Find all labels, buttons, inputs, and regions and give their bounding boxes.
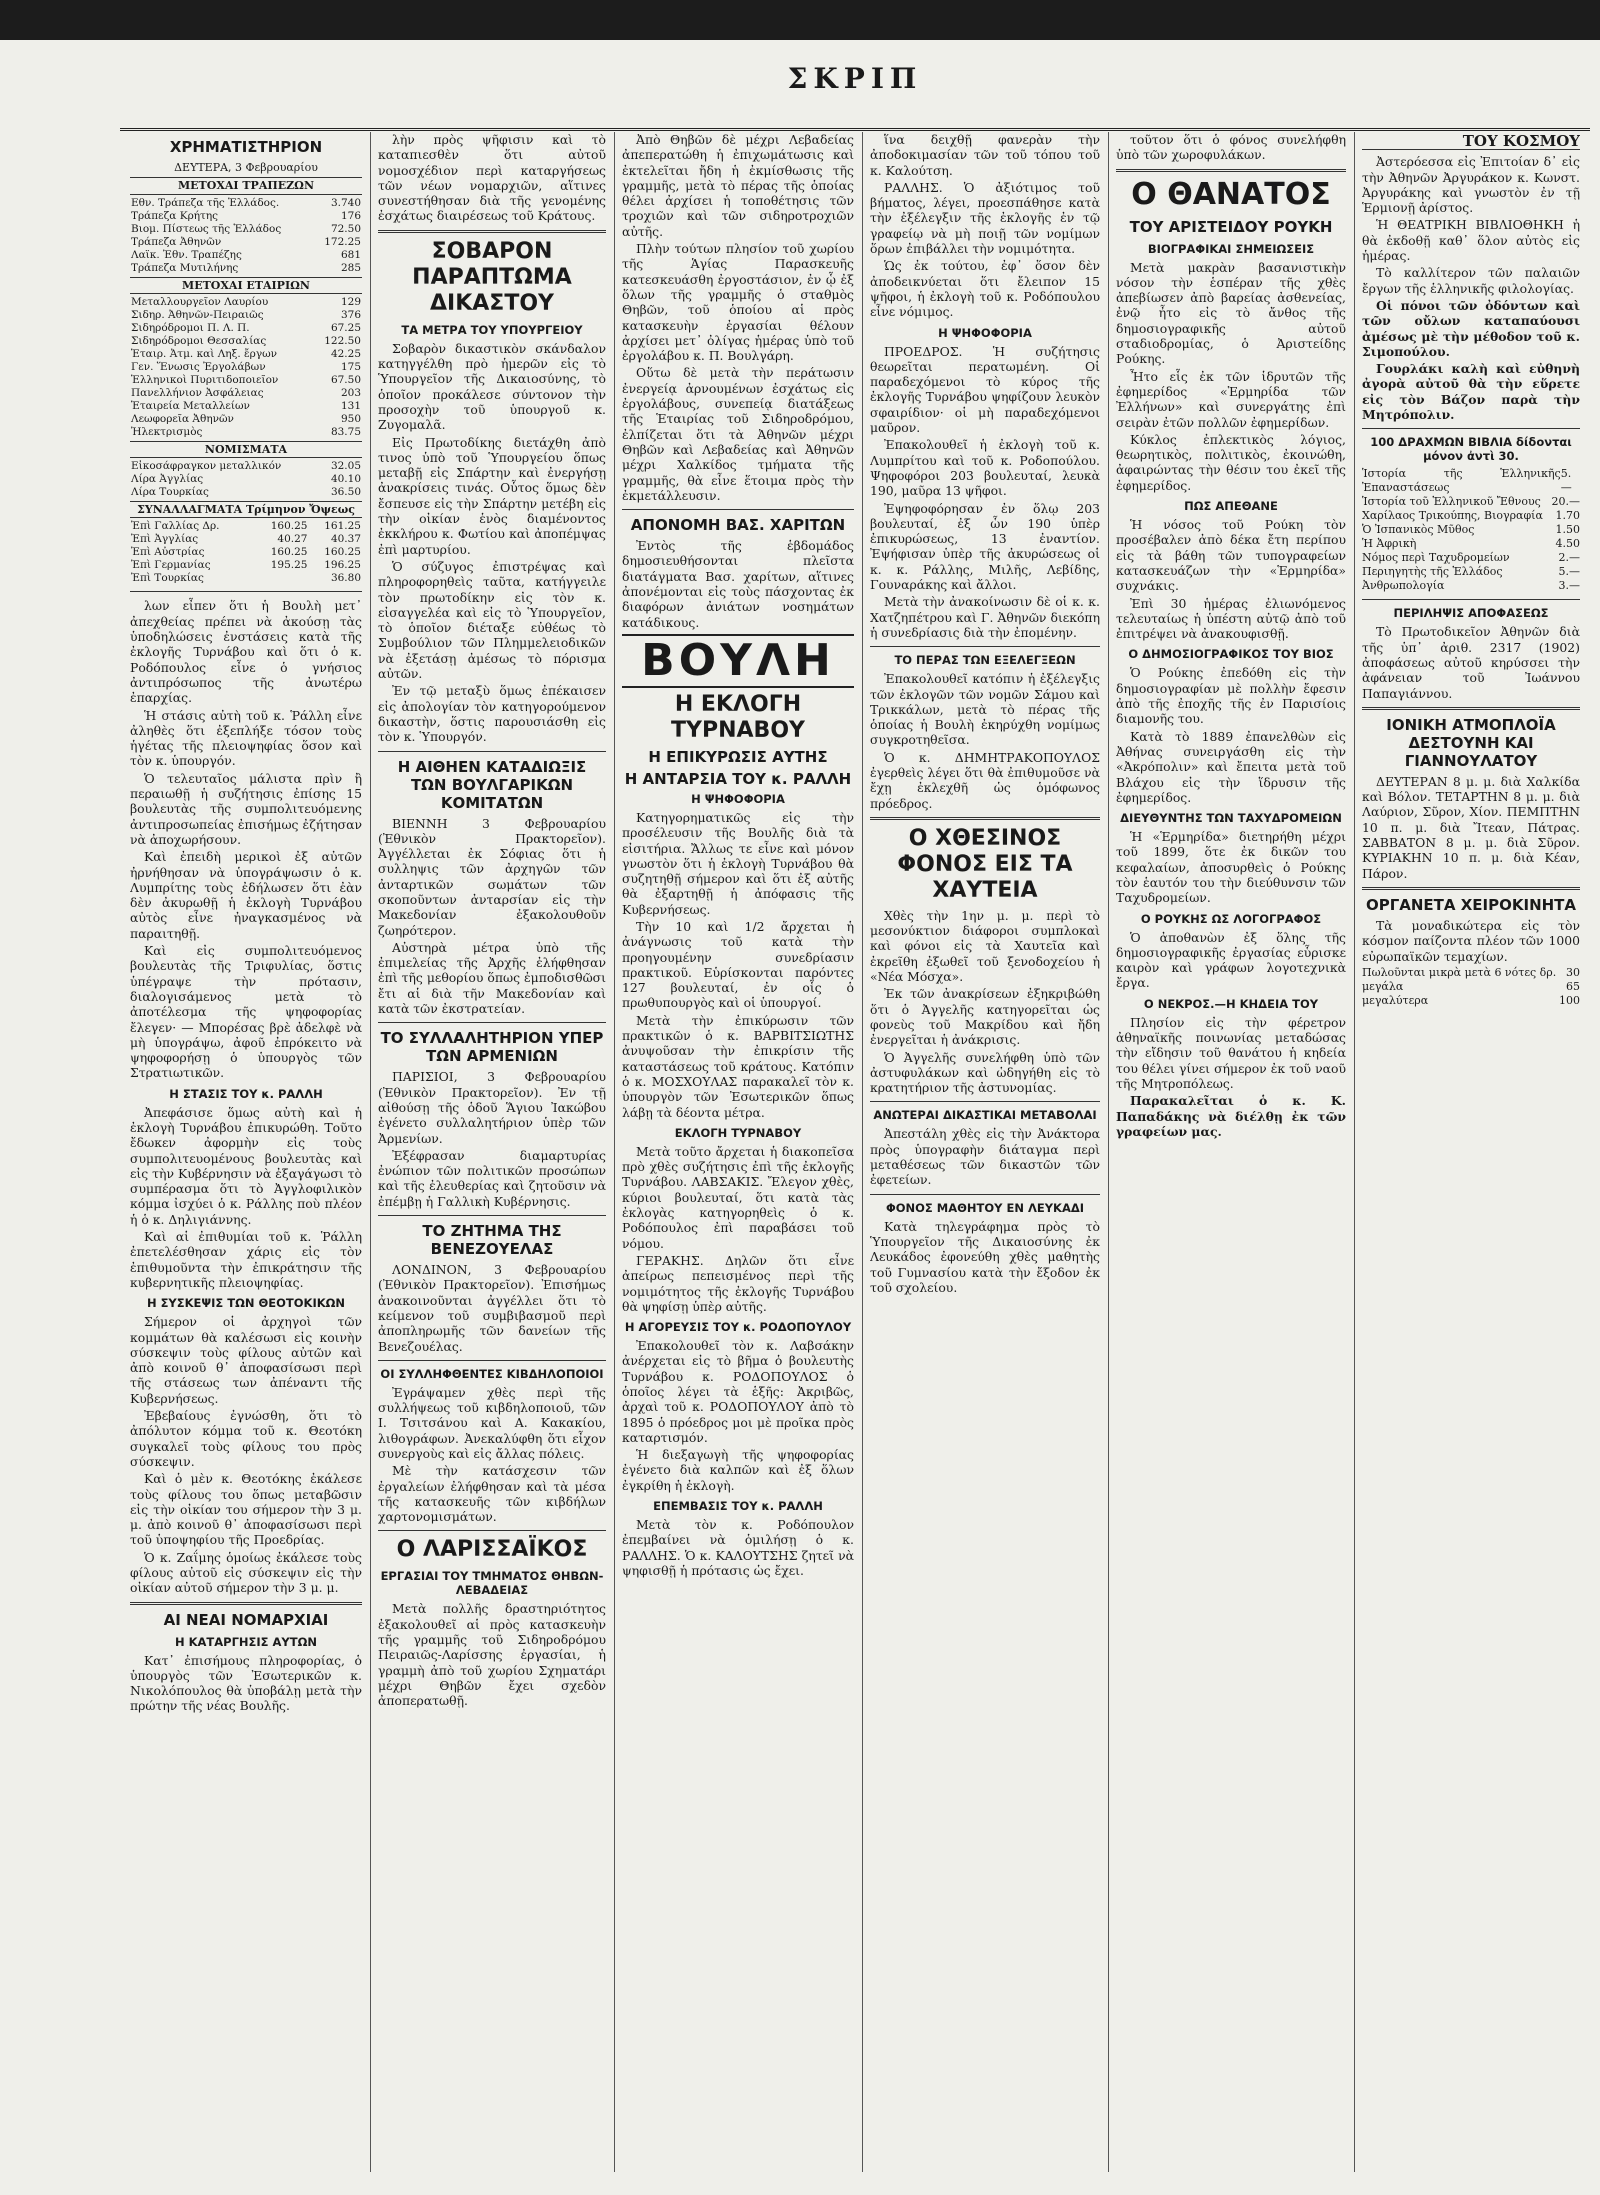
section-subheading: ΤΑ ΜΕΤΡΑ ΤΟΥ ΥΠΟΥΡΓΕΙΟΥ — [401, 322, 583, 337]
newspaper-title: ΣΚΡΙΠ — [787, 62, 923, 95]
list-item: Ἡ Ἀφρικὴ 4.50 — [1362, 537, 1580, 551]
list-item: Περιηγητὴς τῆς Ἑλλάδος 5.— — [1362, 565, 1580, 579]
list-item: Ὁ Ἰσπανικὸς Μῦθος 1.50 — [1362, 523, 1580, 537]
price-list — [1362, 966, 1580, 1008]
paragraph: Κατὰ τὸ 1889 ἐπανελθὼν εἰς Ἀθήνας συνειργάσθη εἰς τὴν «Ἀκρόπολιν» καὶ ἔπειτα μετὰ τοῦ Βλάχου εἰς τὴν ἵδρυσιν τῆς ἐφημερίδος. — [1116, 728, 1346, 805]
table-row: Τράπεζα Ἀθηνῶν 172.25 — [131, 235, 361, 248]
table-row: Μεταλλουργεῖον Λαυρίου 129 — [131, 295, 361, 308]
paragraph: Αὐστηρὰ μέτρα ὑπὸ τῆς ἐπιμελείας τῆς Ἀρχῆς ἐλήφθησαν ἐπὶ τῆς μεθορίου ὅπως ἐμποδισθῶσι ἔτι αἱ διὰ τῆν Μακεδονίαν καὶ κατὰ τῶν ἐκστρατείαν. — [378, 939, 606, 1017]
paragraph: Ἐξέφρασαν διαμαρτυρίας ἐνώπιον τῶν πολιτικῶν προσώπων καὶ τῆς ἐλευθερίας καὶ ζητοῦσιν νὰ ἐπέμβῃ ἡ Γαλλικὴ Κυβέρνησις. — [378, 1147, 606, 1209]
paragraph: ΒΙΕΝΝΗ 3 Φεβρουαρίου (Ἐθνικὸν Πρακτορεῖον). Ἀγγέλλεται ἐκ Σόφιας ὅτι ἡ συλληψις τῶν ἀρχηγῶν τῶν ἀνταρτικῶν σωμάτων τῶν σκοποῦντων ἀνταρσίαν εἰς τὴν Μακεδονίαν ἐξακολουθοῦν ζωηρότερον. — [378, 815, 606, 938]
section-heading: ΦΟΝΟΣ ΜΑΘΗΤΟΥ ΕΝ ΛΕΥΚΑΔΙ — [885, 1200, 1085, 1215]
paragraph: Καὶ ἐπειδὴ μερικοὶ ἐξ αὐτῶν ἠρνήθησαν νὰ ὑπογράψωσιν ὁ κ. Λυμπρίτης τοὺς ἐδήλωσεν ὅτι ἐὰν δὲν ἀκυρωθῇ ἡ ἐκλογὴ Τυρνάβου αὐτὸς εἶνε ἠναγκασμένος νὰ παραιτηθῇ. — [130, 849, 362, 941]
paragraph: Ἐντὸς τῆς ἑβδομάδος δημοσιευθήσονται πλεῖστα διατάγματα Βασ. χαρίτων, αἵτινες ἀπονέμονται εἰς τοὺς πάσχοντας ἐκ διαφόρων ἀνιάτων νοσημάτων κατάδικους. — [622, 538, 854, 630]
paragraph: Κύκλος ἐπλεκτικὸς λόγιος, θεωρητικὸς, πολιτικὸς, ἐκοινώθη, ἀφαιρώντας τὴν θέσιν του ἐκεῖ τῆς ἐφημερίδος. — [1116, 431, 1346, 493]
section-heading: ΑΠΟΝΟΜΗ ΒΑΣ. ΧΑΡΙΤΩΝ — [630, 516, 846, 535]
list-item: Ἱστορία τῆς Ἑλληνικῆς Ἐπαναστάσεως 5.— — [1362, 467, 1572, 495]
paragraph: Τὸ Πρωτοδικεῖον Ἀθηνῶν διὰ τῆς ὑπ᾽ ἀριθ. 2317 (1902) ἀποφάσεως αὐτοῦ κηρύσσει τὴν ἀφάνειαν τοῦ Ἰωάννου Παπαγιάννου. — [1362, 624, 1580, 701]
paragraph: Σοβαρὸν δικαστικὸν σκάνδαλον κατηγγέλθη πρὸ ἡμερῶν εἰς τὸ Ὑπουργεῖον τῆς Δικαιοσύνης, τὸ ὁποῖον προκάλεσε σύντονον τὴν προσοχὴν τοῦ ὑπουργοῦ κ. Ζυγομαλᾶ. — [378, 340, 606, 433]
paragraph: Τὰ μοναδικώτερα εἰς τὸν κόσμον παίζοντα πλέον τῶν 1000 εὐρωπαϊκῶν τεμαχίων. — [1362, 917, 1580, 964]
table-row: Ἐπὶ Γαλλίας Δρ. 160.25 161.25 — [131, 520, 361, 533]
column-rule — [370, 132, 371, 2172]
column-4 — [870, 132, 1100, 2172]
paragraph: Ἀπεστάλη χθὲς εἰς τὴν Ἀνάκτορα πρὸς ὑπογραφὴν διάταγμα περὶ μεταθέσεως τῶν δικαστῶν τῶν ἐφετείων. — [870, 1126, 1100, 1188]
paragraph: Ἐπακολουθεῖ τὸν κ. Λαβσάκην ἀνέρχεται εἰς τὸ βῆμα ὁ βουλευτὴς Τυρνάβου κ. ΡΟΔΟΠΟΥΛΟΣ ὁ ὁποῖος λέγει τὰ ἑξῆς: Ἀκριβῶς, ἀρχαὶ τοῦ κ. ΡΟΔΟΠΟΥΛΟΥ ἀπὸ τὸ 1895 ὁ πρόεδρος μοι μὲ προῖκα πρὸς καταρτισμόν. — [622, 1338, 854, 1445]
paragraph: ΛΟΝΔΙΝΟΝ, 3 Φεβρουαρίου (Ἐθνικὸν Πρακτορεῖον). Ἐπισήμως ἀνακοινοῦνται ἀγγέλλει ὅτι τὸ κείμενον τοῦ συμβιβασμοῦ περὶ ἀποπληρωμῆς τῶν δανείων τῆς Βενεζουέλας. — [378, 1262, 606, 1354]
section-heading: ΕΠΕΜΒΑΣΙΣ ΤΟΥ κ. ΡΑΛΛΗ — [653, 1499, 823, 1514]
paragraph: Μετὰ τὴν ἀνακοίνωσιν δὲ οἱ κ. κ. Χατζηπέτρου καὶ Γ. Ἀθηνῶν διεκόπη ἡ συνεδρίασις διὰ τὴν ἐπομένην. — [870, 594, 1100, 640]
book-list — [1362, 467, 1580, 593]
column-rule — [614, 132, 615, 2172]
section-heading: 100 ΔΡΑΧΜΩΝ ΒΙΒΛΙΑ δίδονται μόνον ἀντὶ 30. — [1370, 435, 1572, 464]
paragraph: ἵνα δειχθῇ φανερὰν τὴν ἀποδοκιμασίαν τῶν τοῦ τόπου τοῦ κ. Καλούτση. — [870, 132, 1100, 178]
stock-date: ΔΕΥΤΕΡΑ, 3 Φεβρουαρίου — [174, 161, 318, 174]
paragraph: ΠΑΡΙΣΙΟΙ, 3 Φεβρουαρίου (Ἐθνικὸν Πρακτορεῖον). Ἐν τῇ αἰθούσῃ τῆς ὁδοῦ Ἅγιου Ἰακώβου ἐγένετο συλλαλητήριον ὑπὲρ τῶν Ἀρμενίων. — [378, 1069, 606, 1146]
section-heading: ΑΙ ΝΕΑΙ ΝΟΜΑΡΧΙΑΙ — [163, 1610, 329, 1629]
paragraph: Καὶ εἰς συμπολιτευόμενος βουλευτὰς τῆς Τριφυλίας, ὅστις ὑπέγραψε τὴν πρότασιν, διαλογισάμενος μετὰ τὸ ἀποτέλεσμα τῆς ψηφοφορίας ἔλεγεν· — Μπορέσας βρὲ ἀδελφὲ νὰ μὴ ὑπογράψω, ἀφοῦ ἐπρόκειτο νὰ ψηφοφορήσῃ ὁ ὑπουργὸς τῶν Στρατιωτικῶν. — [130, 943, 362, 1081]
column-rule — [862, 132, 863, 2172]
article-title-line-2: ΤΟΥ ΑΡΙΣΤΕΙΔΟΥ ΡΟΥΚΗ — [1129, 217, 1333, 236]
paragraph: ΡΑΛΛΗΣ. Ὁ ἀξιότιμος τοῦ βήματος, λέγει, προεσπάθησε κατὰ τὴν ἐξέλεγξιν τῆς ἐκλογῆς ἐν τῷ γραφείῳ νὰ μὴ ποιῇ τῶν νομίμων ὅρων ἐπιβάλλει τὴν νομιμότητα. — [870, 179, 1100, 257]
paragraph: Ἐκ τῶν ἀνακρίσεων ἐξηκριβώθη ὅτι ὁ Ἀγγελῆς κατηγορεῖται ὡς φονεὺς τοῦ Μακρίδου καὶ ἤδη ἐνεργεῖται ἡ ἀνάκρισις. — [870, 986, 1100, 1048]
section-subheading: Η ΨΗΦΟΦΟΡΙΑ — [691, 791, 785, 806]
list-item: Χαρίλαος Τρικούπης, Βιογραφία 1.70 — [1362, 509, 1580, 523]
section-heading: ΙΟΝΙΚΗ ΑΤΜΟΠΛΟΪΑ ΔΕΣΤΟΥΝΗ ΚΑΙ ΓΙΑΝΝΟΥΛΑΤΟΥ — [1386, 715, 1556, 770]
stock-exchange-title: ΧΡΗΜΑΤΙΣΤΗΡΙΟΝ — [169, 138, 323, 156]
paragraph: τοῦτον ὅτι ὁ φόνος συνελήφθη ὑπὸ τῶν χωροφυλάκων. — [1116, 132, 1346, 163]
section-heading: ΔΙΕΥΘΥΝΤΗΣ ΤΩΝ ΤΑΧΥΔΡΟΜΕΙΩΝ — [1120, 811, 1342, 826]
paragraph: Μετὰ τὴν ἐπικύρωσιν τῶν πρακτικῶν ὁ κ. ΒΑΡΒΙΤΣΙΩΤΗΣ ἀνυψοῦσαν τὴν ἐπικρίσιν τῆς καταστάσεως τοῦ κράτους. Κατόπιν ὁ κ. ΜΟΣΧΟΥΛΑΣ παρακαλεῖ τὸν κ. ὑπουργὸν τῶν Ἐσωτερικῶν ὅπως λάβῃ τὰ δέοντα μέτρα. — [622, 1012, 854, 1120]
table-row: Τράπεζα Μυτιλήνης 285 — [131, 261, 361, 274]
newspaper-page — [130, 132, 1580, 2172]
table-row: Ἠλεκτρισμὸς 83.75 — [131, 425, 361, 438]
paragraph: Ἀστερόεσσα εἰς Ἐπιτοίαν δ᾽ εἰς τὴν Ἀθηνῶν Ἀργυράκον κ. Κωνστ. Ἀργυράκης καὶ γνωστὸν ἐν τῇ Ἑρμιονῇ ἀρίστος. — [1362, 154, 1580, 216]
paragraph: Μετὰ μακρὰν βασανιστικὴν νόσον τὴν ἑσπέραν τῆς χθὲς ἀπεβίωσεν ἀπὸ βαρείας ἀσθενείας, ἐνῷ ἦτο εἰς τὸ ἄνθος τῆς δημοσιογραφικῆς αὐτοῦ σταδιοδρομίας, ὁ Ἀριστείδης Ρούκης. — [1116, 259, 1346, 367]
table-row: Ἐπὶ Γερμανίας 195.25 196.25 — [131, 559, 361, 572]
firms-header: ΜΕΤΟΧΑΙ ΕΤΑΙΡΙΩΝ — [130, 277, 362, 294]
column-6 — [1362, 132, 1580, 2172]
table-row: Λαϊκ. Ἐθν. Τραπέζης 681 — [131, 248, 361, 261]
article-title: ΣΟΒΑΡΟΝ ΠΑΡΑΠΤΩΜΑ ΔΙΚΑΣΤΟΥ — [412, 238, 572, 316]
section-heading: Η ΑΓΟΡΕΥΣΙΣ ΤΟΥ κ. ΡΟΔΟΠΟΥΛΟΥ — [624, 1320, 852, 1335]
paragraph: Ἀπὸ Θηβῶν δὲ μέχρι Λεβαδείας ἀπεπερατώθη ἡ ἐπιχωμάτωσις καὶ ἐκτελεῖται ἤδη ἡ ἐκμίσθωσις τῆς γραμμῆς, μετὰ τὸ πέρας τῆς ὁποίας θέλει ἀρχίσει ἡ τοποθέτησις τῶν τροχιῶν καὶ τῶν σιδηροτροχιῶν αὐτῆς. — [622, 132, 854, 239]
banks-table — [130, 197, 362, 275]
section-heading: ΟΙ ΣΥΛΛΗΦΘΕΝΤΕΣ ΚΙΒΔΗΛΟΠΟΙΟΙ — [380, 1366, 604, 1381]
table-row: Σιδηρόδρομοι Π. Λ. Π. 67.25 — [131, 321, 361, 334]
paragraph: Σήμερον οἱ ἀρχηγοὶ τῶν κομμάτων θὰ καλέσωσι εἰς κοινὴν σύσκεψιν τοὺς φίλους αὐτῶν καὶ ἀπὸ κοινοῦ θ᾽ ἀποφασίσωσι περὶ τῆς στάσεως των ἀπέναντι τῆς Κυβερνήσεως. — [130, 1314, 362, 1406]
table-row: Ἑταιρ. Ἀτμ. καὶ Ληξ. ἔργων 42.25 — [131, 347, 361, 360]
paragraph: Κατηγορηματικῶς εἰς τὴν προσέλευσιν τῆς Βουλῆς διὰ τὰ εἰσιτήρια. Ἄλλως τε εἶνε καὶ μόνον γνωστὸν ὅτι ἡ ἐκλογὴ Τυρνάβου θὰ συζητηθῇ σήμερον καὶ ὅτι ἐξ αὐτῆς θὰ ἐξαρτηθῇ ἡ ἀπόφασις τῆς Κυβερνήσεως. — [622, 809, 854, 917]
paragraph: Εἰς Πρωτοδίκης διετάχθη ἀπὸ τινος ὑπὸ τοῦ Ὑπουργείου ὅπως μεταβῇ εἰς Σπάρτην καὶ ἐνεργήσῃ ἀνακρίσεις τινάς. Οὗτος ὅμως δὲν ἔσπευσε εἰς τὴν Σπάρτην μετέβη εἰς τὴν οἰκίαν ἑνὸς διαμένοντος ἐκκλήρου κ. Φωτίου καὶ ἀποπέμψας ἐπὶ μαρτυρίου. — [378, 434, 606, 557]
paragraph: Ὁ τελευταῖος μάλιστα πρὶν ἢ περαιωθῇ ἡ συζήτησις ἐπίσης 15 βουλευτὰς τῆς συμπολιτευόμενης ἀντιπροσωπείας ἐπισήμως ἐζήτησαν νὰ ἀποχωρήσουν. — [130, 770, 362, 847]
table-row: Βιομ. Πίστεως τῆς Ἑλλάδος 72.50 — [131, 222, 361, 235]
paragraph: Ὁ Ἀγγελῆς συνελήφθη ὑπὸ τῶν ἀστυφυλάκων καὶ ὡδηγήθη εἰς τὸ κρατητήριον τῆς ἀστυνομίας. — [870, 1049, 1100, 1096]
section-heading: Η ΣΤΑΣΙΣ ΤΟΥ κ. ΡΑΛΛΗ — [169, 1086, 323, 1101]
paragraph: Κατὰ τηλεγράφημα πρὸς τὸ Ὑπουργεῖον τῆς Δικαιοσύνης ἐκ Λευκάδος ἐφονεύθη χθὲς μαθητὴς τοῦ Γυμνασίου κατὰ τὴν ἔξοδον ἐκ τοῦ σχολείου. — [870, 1218, 1100, 1295]
paragraph: Ἡ στάσις αὐτὴ τοῦ κ. Ῥάλλη εἶνε ἀληθὲς ὅτι ἐξεπλήξε τόσον τοὺς ἡγέτας τῆς πλειοψηφίας ὅσον καὶ τὸν κ. ὑπουργόν. — [130, 707, 362, 769]
column-rule — [1108, 132, 1109, 2172]
paragraph: Καὶ αἱ ἐπιθυμίαι τοῦ κ. Ῥάλλη ἐπετελέσθησαν χάρις εἰς τὸν ἐπιθυμοῦντα τὴν ἐπικράτησιν τῆς κυβερνητικῆς πλειοψηφίας. — [130, 1229, 362, 1290]
paragraph: Ἐγράψαμεν χθὲς περὶ τῆς συλλήψεως τοῦ κιβδηλοποιοῦ, τῶν Ι. Τσιτσάνου καὶ Α. Κακακίου, λιθογράφων. Ἀνεκαλύφθη ὅτι εἶχον συνεργοὺς καὶ εἰς ἄλλας πόλεις. — [378, 1384, 606, 1461]
section-heading: ΕΚΛΟΓΗ ΤΥΡΝΑΒΟΥ — [674, 1125, 802, 1140]
section-heading: ΟΡΓΑΝΕΤΑ ΧΕΙΡΟΚΙΝΗΤΑ — [1365, 895, 1577, 914]
paragraph: Μετὰ πολλῆς δραστηριότητος ἐξακολουθεῖ αἱ πρὸς κατασκευὴν τῆς γραμμῆς τοῦ Σιδηροδρόμου Πειραιῶς-Λαρίσσης ἐργασίαι, ἡ γραμμὴ ἀπὸ τοῦ χωρίου Σχηματάρι μέχρι Θηβῶν ἔχει σχεδὸν ἀποπερατωθῇ. — [378, 1601, 606, 1709]
list-item: Νόμος περὶ Ταχυδρομείων 2.— — [1362, 551, 1580, 565]
paragraph: Ἦτο εἷς ἐκ τῶν ἱδρυτῶν τῆς ἐφημερίδος «Ἑρμηρίδα τῶν Ἐλλήνων» καὶ συνεργάτης ἐπὶ σειρὰν ἐτῶν πολλῶν ἐφημερίδων. — [1116, 368, 1346, 430]
section-heading: Η ΑΝΤΑΡΣΙΑ ΤΟΥ κ. ΡΑΛΛΗ — [624, 769, 852, 788]
paragraph: Πλὴν τούτων πλησίον τοῦ χωρίου τῆς Ἁγίας Παρασκευῆς κατεσκευάσθη ἐργοστάσιον, ἐν ᾧ ἐξ ὅλων τῆς γραμμῆς ὁ σταθμὸς Θηβῶν, τοῦ ὁποίου αἱ πρὸς κατασκευὴν ἐργασίαι θέλουν ἀρχίσει μετ᾽ ὀλίγας ἡμέρας ὑπὸ τοῦ ἐργολάβου κ. Π. Βουλγάρη. — [622, 241, 854, 364]
paragraph: Ἐν τῷ μεταξὺ ὅμως ἐπέκαισεν εἰς ἀπολογίαν τὸν κατηγορούμενον δικαστὴν, ὅστις παρουσιάσθη εἰς τὸν κ. Ὑπουργόν. — [378, 683, 606, 745]
table-row: Ἑταιρεία Μεταλλείων 131 — [131, 399, 361, 412]
paragraph: Ὁ κ. Ζαΐμης ὁμοίως ἐκάλεσε τοὺς φίλους αὐτοῦ εἰς σύσκεψιν εἰς τὴν οἰκίαν αὐτοῦ σήμερον τὴν 3 μ. μ. — [130, 1549, 362, 1596]
section-subheading: ΒΙΟΓΡΑΦΙΚΑΙ ΣΗΜΕΙΩΣΕΙΣ — [1147, 241, 1315, 256]
paragraph: Οὕτω δὲ μετὰ τὴν περάτωσιν ἐνεργείᾳ ἀρνουμένων ἐσχάτως εἰς ἐργολάβους, συνεπείᾳ διατάξεως τῆς Ἑταιρίας τοῦ Σιδηροδρόμου, ἐλπίζεται ὅτι τὰ Ἀθηνῶν μέχρι Θηβῶν καὶ Λεβαδείας καὶ Ἀθηνῶν μέχρι Χαλκίδος τμήματα τῆς γραμμῆς, θὰ εἶνε ἕτοιμα πρὸς τὴν ἐκμετάλλευσιν. — [622, 365, 854, 503]
paragraph: Ὡς ἐκ τούτου, ἐφ᾽ ὅσον δὲν ἀποδεικνύεται ὅτι ἔλειπον 15 ψῆφοι, ἡ ἐκλογὴ τοῦ κ. Ροδόπουλου εἶνε νόμιμος. — [870, 258, 1100, 320]
paragraph: Ἡ «Ἑρμηρίδα» διετηρήθη μέχρι τοῦ 1899, ὅτε ἐκ δικῶν του κεφαλαίων, ἀποσυρθεὶς ὁ Ρούκης τὸν ἑαυτόν του τὴν διεύθυνσιν τῶν Ταχυδρομείων. — [1116, 829, 1346, 906]
column-2 — [378, 132, 606, 2172]
list-item: μεγάλα 65 — [1362, 979, 1580, 993]
firms-table — [130, 296, 362, 439]
paragraph: λων εἶπεν ὅτι ἡ Βουλὴ μετ᾽ ἀπεχθείας πρέπει νὰ ἀκούσῃ τὰς ὑποδηλώσεις ἐνστάσεις κατὰ τῆς ἐκλογῆς Τυρνάβου καὶ ὅτι ὁ κ. Ροδόπουλος εἶνε ὁ γνήσιος ἀντιπρόσωπος τῆς ἀνωτέρω ἐπαρχίας. — [130, 598, 362, 706]
table-row: Τράπεζα Κρήτης 176 — [131, 209, 361, 222]
article-title: Ο ΧΘΕΣΙΝΟΣ ΦΟΝΟΣ ΕΙΣ ΤΑ ΧΑΥΤΕΙΑ — [897, 825, 1073, 903]
paragraph: Μὲ τὴν κατάσχεσιν τῶν ἐργαλείων ἐλήφθησαν καὶ τὰ μέσα τῆς κατασκευῆς τῶν κιβδήλων χαρτονομισμάτων. — [378, 1463, 606, 1525]
section-heading: Ο ΛΑΡΙΣΣΑΪΚΟΣ — [396, 1537, 588, 1563]
paragraph: Ἐψηφοφόρησαν ἐν ὅλῳ 203 βουλευταί, ἐξ ὧν 190 ὑπὲρ ἐπικυρώσεως, 13 ἐναντίον. Ἐψήφισαν ὑπὲρ τῆς ἀκυρώσεως οἱ κ. κ. Ράλλης, Μιλῆς, Λεβίδης, Γουναράκης καὶ ἄλλοι. — [870, 500, 1100, 593]
paragraph: Τὸ καλλίτερον τῶν παλαιῶν ἔργων τῆς ἑλληνικῆς φιλολογίας. — [1362, 265, 1580, 296]
paragraph: Ἐπακολουθεῖ ἡ ἐκλογὴ τοῦ κ. Λυμπρίτου καὶ τοῦ κ. Ροδοπούλου. Ψηφοφόροι 203 βουλευταί, λευκὰ 190, μαῦρα 13 ψῆφοι. — [870, 437, 1100, 499]
paragraph: Ἡ ΘΕΑΤΡΙΚΗ ΒΙΒΛΙΟΘΗΚΗ ἡ θὰ ἐκδοθῇ καθ᾽ ὅλον αὐτὸς εἰς ἡμέρας. — [1362, 217, 1580, 264]
section-heading: ΠΕΡΙΛΗΨΙΣ ΑΠΟΦΑΣΕΩΣ — [1393, 606, 1549, 621]
paragraph: Παρακαλεῖται ὁ κ. Κ. Παπαδάκης νὰ διέλθῃ ἐκ τῶν γραφείων μας. — [1116, 1093, 1346, 1139]
table-row: Ἐπὶ Ἀγγλίας 40.27 40.37 — [131, 533, 361, 546]
section-heading: Η ΑΙΘΗΕΝ ΚΑΤΑΔΙΩΞΙΣ ΤΩΝ ΒΟΥΛΓΑΡΙΚΩΝ ΚΟΜΙΤΑΤΩΝ — [397, 757, 587, 812]
section-subheading: ΕΡΓΑΣΙΑΙ ΤΟΥ ΤΜΗΜΑΤΟΣ ΘΗΒΩΝ-ΛΕΒΑΔΕΙΑΣ — [380, 1569, 604, 1598]
paragraph: Ὁ ἀποθανὼν ἐξ ὅλης τῆς δημοσιογραφικῆς ἐργασίας εὗρισκε καιρὸν καὶ γράφων λογοτεχνικὰ ἔργα. — [1116, 929, 1346, 991]
paragraph: Τὴν 10 καὶ 1/2 ἄρχεται ἡ ἀνάγνωσις τοῦ κατὰ τὴν προηγουμένην συνεδρίασιν πρακτικοῦ. Εὑρίσκονται παρόντες 127 βουλευταί, ἐν οἷς ὁ πρωθυπουργὸς καὶ οἱ ὑπουργοί. — [622, 918, 854, 1011]
column-1 — [130, 132, 362, 2172]
paragraph: Ἐβεβαίους ἐγνώσθη, ὅτι τὸ ἀπόλυτον κόμμα τοῦ κ. Θεοτόκη συγκαλεῖ τοὺς φίλους του πρὸς σύσκεψιν. — [130, 1408, 362, 1469]
section-heading: Ο ΔΗΜΟΣΙΟΓΡΑΦΙΚΟΣ ΤΟΥ ΒΙΟΣ — [1128, 647, 1334, 662]
article-title: Ο ΘΑΝΑΤΟΣ — [1131, 176, 1331, 212]
paragraph: Ὁ σύζυγος ἐπιστρέψας καὶ πληροφορηθεὶς ταῦτα, κατήγγειλε τὸν πρωτοδίκην εἰς τὸν κ. εἰσαγγελέα καὶ εἰς τὸ Ὑπουργεῖον, τὸ ὁποῖον διέταξε εὐθέως τὸ Συμβούλιον τῶν Πλημμελειοδικῶν νὰ ἐξετάσῃ ἀμέσως τὸ πόρισμα αὐτῶν. — [378, 558, 606, 682]
table-row: Γεν. Ἕνωσις Ἐργολάβων 175 — [131, 360, 361, 373]
section-heading: Η ΕΠΙΚΥΡΩΣΙΣ ΑΥΤΗΣ — [648, 747, 828, 766]
table-row: Ἑλληνικοὶ Πυριτιδοποιεῖον 67.50 — [131, 373, 361, 386]
paragraph: Καὶ ὁ μὲν κ. Θεοτόκης ἐκάλεσε τοὺς φίλους του ὅπως μεταβῶσιν εἰς τὴν οἰκίαν του σήμερον τὴν 3 μ. μ. ἀπὸ κοινοῦ θ᾽ ἀποφασίσωσι περὶ τοῦ ὑποψηφίου τῆς Προεδρίας. — [130, 1471, 362, 1548]
paragraph: Ἡ νόσος τοῦ Ρούκη τὸν προσέβαλεν ἀπὸ δέκα ἔτη περίπου εἰς τὰ βάθη τῶν τυπογραφείων κατασκευάζων τὴν «Ἑρμηρίδα» συχνάκις. — [1116, 517, 1346, 594]
section-heading: ΠΩΣ ΑΠΕΘΑΝΕ — [1184, 499, 1278, 514]
table-row: Εθν. Τράπεζα τῆς Ἑλλάδος. 3.740 — [131, 196, 361, 209]
table-row: Πανελλήνιον Ἀσφάλειας 203 — [131, 386, 361, 399]
parliament-heading: ΒΟΥΛΗ — [622, 634, 854, 688]
paragraph: Ἐπὶ 30 ἡμέρας ἐλιωνόμενος τελευταίως ἡ ὑπέστη αὐτῷ ἀπὸ τοῦ ἐπιτρέψει νὰ ἀνακουφισθῇ. — [1116, 595, 1346, 642]
section-heading: ΤΟ ΖΗΤΗΜΑ ΤΗΣ ΒΕΝΕΖΟΥΕΛΑΣ — [422, 1222, 562, 1259]
column-3 — [622, 132, 854, 2172]
list-item: Ἀνθρωπολογία 3.— — [1362, 579, 1580, 593]
paragraph: Κατ᾽ ἐπισήμους πληροφορίας, ὁ ὑπουργὸς τῶν Ἐσωτερικῶν κ. Νικολόπουλος θὰ ὑποβάλῃ μετὰ τὴν πρώτην τῆς νέας Βουλῆς. — [130, 1652, 362, 1714]
list-item: μεγαλύτερα 100 — [1362, 993, 1580, 1007]
section-heading: ΤΟ ΠΕΡΑΣ ΤΩΝ ΕΞΕΛΕΓΞΕΩΝ — [894, 653, 1076, 668]
section-heading: Ο ΝΕΚΡΟΣ.—Η ΚΗΔΕΙΑ ΤΟΥ — [1143, 996, 1319, 1011]
section-heading: Η ΣΥΣΚΕΨΙΣ ΤΩΝ ΘΕΟΤΟΚΙΚΩΝ — [146, 1296, 346, 1311]
paragraph: ΓΕΡΑΚΗΣ. Δηλῶν ὅτι εἶνε ἀπείρως πεπεισμένος περὶ τῆς νομιμότητος τῆς ἐκλογῆς Τυρνάβου θὰ ψηφίσῃ ὑπὲρ αὐτῆς. — [622, 1252, 854, 1314]
coins-table — [130, 460, 362, 499]
top-black-band — [0, 0, 1600, 40]
table-row: Ἐπὶ Τουρκίας 36.80 — [131, 572, 361, 585]
coins-header: ΝΟΜΙΣΜΑΤΑ — [130, 441, 362, 458]
paragraph: Ἐπακολουθεῖ κατόπιν ἡ ἐξέλεγξις τῶν ἐκλογῶν τῶν νομῶν Σάμου καὶ Τρικκάλων, μετὰ τὸ πέρας τῆς ὁποίας ἡ Βουλὴ ἐκηρύχθη νομίμως συγκροτηθεῖσα. — [870, 671, 1100, 748]
fx-header: ΣΥΝΑΛΛΑΓΜΑΤΑ Τρίμηνον Ὄψεως — [130, 501, 362, 518]
paragraph: Μετὰ τοῦτο ἄρχεται ἡ διακοπεῖσα πρὸ χθὲς συζήτησις ἐπὶ τῆς ἐκλογῆς Τυρνάβου. ΛΑΒΣΑΚΙΣ. Ἔλεγον χθὲς, κύριοι βουλευταί, ὅτι κατὰ τὰς ἐκλογὰς κατηγορηθεὶς ὁ κ. Ροδόπουλος ἐπὶ παραβάσει τοῦ νόμου. — [622, 1143, 854, 1251]
fx-table — [130, 520, 362, 585]
banks-header: ΜΕΤΟΧΑΙ ΤΡΑΠΕΖΩΝ — [130, 177, 362, 194]
column-rule — [1354, 132, 1355, 2172]
list-item: Πωλοῦνται μικρὰ μετὰ 6 νότες δρ. 30 — [1362, 965, 1580, 979]
paragraph: ΔΕΥΤΕΡΑΝ 8 μ. μ. διὰ Χαλκίδα καὶ Βόλον. ΤΕΤΑΡΤΗΝ 8 μ. μ. διὰ Λαύριον, Σῦρον, Χίον. ΠΕΜΠΤΗΝ 10 π. μ. διὰ Ἴτεαν, Πάτρας. ΣΑΒΒΑΤΟΝ 8 μ. μ. διὰ Σῦρον. ΚΥΡΙΑΚΗΝ 10 π. μ. διὰ Κέαν, Πάρον. — [1362, 773, 1580, 881]
paragraph: Οἱ πόνοι τῶν ὀδόντων καὶ τῶν οὔλων καταπαύουσι ἀμέσως μὲ τὴν μέθοδον τοῦ κ. Σιμοπούλου. — [1362, 297, 1580, 359]
paragraph: Ὁ κ. ΔΗΜΗΤΡΑΚΟΠΟΥΛΟΣ ἐγερθεὶς λέγει ὅτι θὰ ἐπιθυμοῦσε νὰ ἔχῃ ἐκλεχθῆ ὡς ὁμόφωνος πρόεδρος. — [870, 749, 1100, 811]
paragraph: Ἀπεφάσισε ὅμως αὐτὴ καὶ ἡ ἐκλογὴ Τυρνάβου ἐπικυρώθη. Τοῦτο ἔδωκεν ἀφορμὴν εἰς τοὺς συμπολιτευομένους βουλευτὰς καὶ εἰς τὴν Κυβέρνησιν νὰ ἐξαγάγωσι τὸ συμπέρασμα ὅτι τὸ Ἀγγλοφιλικὸν κόμμα ἰσχύει ὁ κ. Ράλλης ποὺ πλέον ἡ ὁ κ. Δηλιγιάννης. — [130, 1104, 362, 1227]
paragraph: λὴν πρὸς ψῆφισιν καὶ τὸ καταπιεσθὲν ὅτι αὐτοῦ νομοσχέδιον περὶ καταργήσεως τῶν νέων νομαρχιῶν, αἵτινες συνεστήθησαν διὰ τῆς γενομένης ἐσχάτως διαιρέσεως τοῦ Κράτους. — [378, 132, 606, 224]
table-row: Σιδηρ. Ἀθηνῶν-Πειραιῶς 376 — [131, 308, 361, 321]
paragraph: Μετὰ τὸν κ. Ροδόπουλον ἐπεμβαίνει νὰ ὁμιλήσῃ ὁ κ. ΡΑΛΛΗΣ. Ὁ κ. ΚΑΛΟΥΤΣΗΣ ζητεῖ νὰ ψηφισθῇ ἡ πρότασις ὡς ἔχει. — [622, 1517, 854, 1578]
section-heading: Η ΨΗΦΟΦΟΡΙΑ — [938, 325, 1032, 340]
table-row: Ἐπὶ Αὐστρίας 160.25 160.25 — [131, 546, 361, 559]
section-subheading: Η ΚΑΤΑΡΓΗΣΙΣ ΑΥΤΩΝ — [174, 1634, 318, 1649]
paragraph: ΠΡΟΕΔΡΟΣ. Ἡ συζήτησις θεωρεῖται περατωμένη. Οἱ παραδεχόμενοι τὸ κύρος τῆς ἐκλογῆς Τυρνάβου ψηφίζουν λευκὸν σφαιρίδιον· οἱ μὴ παραδεχόμενοι μαῦρον. — [870, 343, 1100, 436]
section-heading: ΤΟ ΣΥΛΛΑΛΗΤΗΡΙΟΝ ΥΠΕΡ ΤΩΝ ΑΡΜΕΝΙΩΝ — [380, 1029, 604, 1066]
section-heading: ΑΝΩΤΕΡΑΙ ΔΙΚΑΣΤΙΚΑΙ ΜΕΤΑΒΟΛΑΙ — [873, 1108, 1097, 1123]
table-row: Σιδηρόδρομοι Θεσσαλίας 122.50 — [131, 334, 361, 347]
paragraph: Ὁ Ρούκης ἐπεδόθη εἰς τὴν δημοσιογραφίαν μὲ πολλὴν ἔφεσιν ἀπὸ τῆς ἐποχῆς τῆς ἐν Παρισίοις διαμονῆς του. — [1116, 665, 1346, 727]
paragraph: Ἡ διεξαγωγὴ τῆς ψηφοφορίας ἐγένετο διὰ καλπῶν καὶ ἐξ ὅλων ἐγκρίθη ἡ ἐκλογὴ. — [622, 1447, 854, 1493]
column-5 — [1116, 132, 1346, 2172]
table-row: Εἰκοσάφραγκον μεταλλικόν 32.05 — [131, 460, 361, 473]
table-row: Λεωφορεῖα Ἀθηνῶν 950 — [131, 412, 361, 425]
section-heading: Ο ΡΟΥΚΗΣ ΩΣ ΛΟΓΟΓΡΑΦΟΣ — [1140, 911, 1322, 926]
section-heading: ΤΟΥ ΚΟΣΜΟΥ — [1362, 134, 1580, 150]
table-row: Λίρα Τουρκίας 36.50 — [131, 486, 361, 499]
section-heading: Η ΕΚΛΟΓΗ ΤΥΡΝΑΒΟΥ — [671, 691, 805, 743]
table-row: Λίρα Ἀγγλίας 40.10 — [131, 473, 361, 486]
paragraph: Χθὲς τὴν 1ην μ. μ. περὶ τὸ μεσονύκτιον διάφοροι συμπλοκαὶ καὶ φόνοι εἰς τὰ Χαυτεῖα καὶ ἐκρεῖθη ἐξωθεῖ τοῦ ξενοδοχείου ἡ «Νέα Μόσχα». — [870, 907, 1100, 985]
masthead — [120, 56, 1590, 131]
list-item: Ἱστορία τοῦ Ἑλληνικοῦ Ἔθνους 20.— — [1362, 495, 1580, 509]
paragraph: Γουρλάκι καλὴ καὶ εὐθηνὴ ἀγορὰ αὐτοῦ θὰ τὴν εὕρετε εἰς τὸν Βάζον παρὰ τὴν Μητρόπολιν. — [1362, 361, 1580, 423]
paragraph: Πλησίον εἰς τὴν φέρετρον ἀθηναϊκῆς ποινωνίας μεταδώσας τὴν εἴδησιν τοῦ θανάτου ἡ κηδεία του θέλει γίνει σήμερον ἐκ τοῦ ναοῦ τῆς Μητροπόλεως. — [1116, 1014, 1346, 1091]
